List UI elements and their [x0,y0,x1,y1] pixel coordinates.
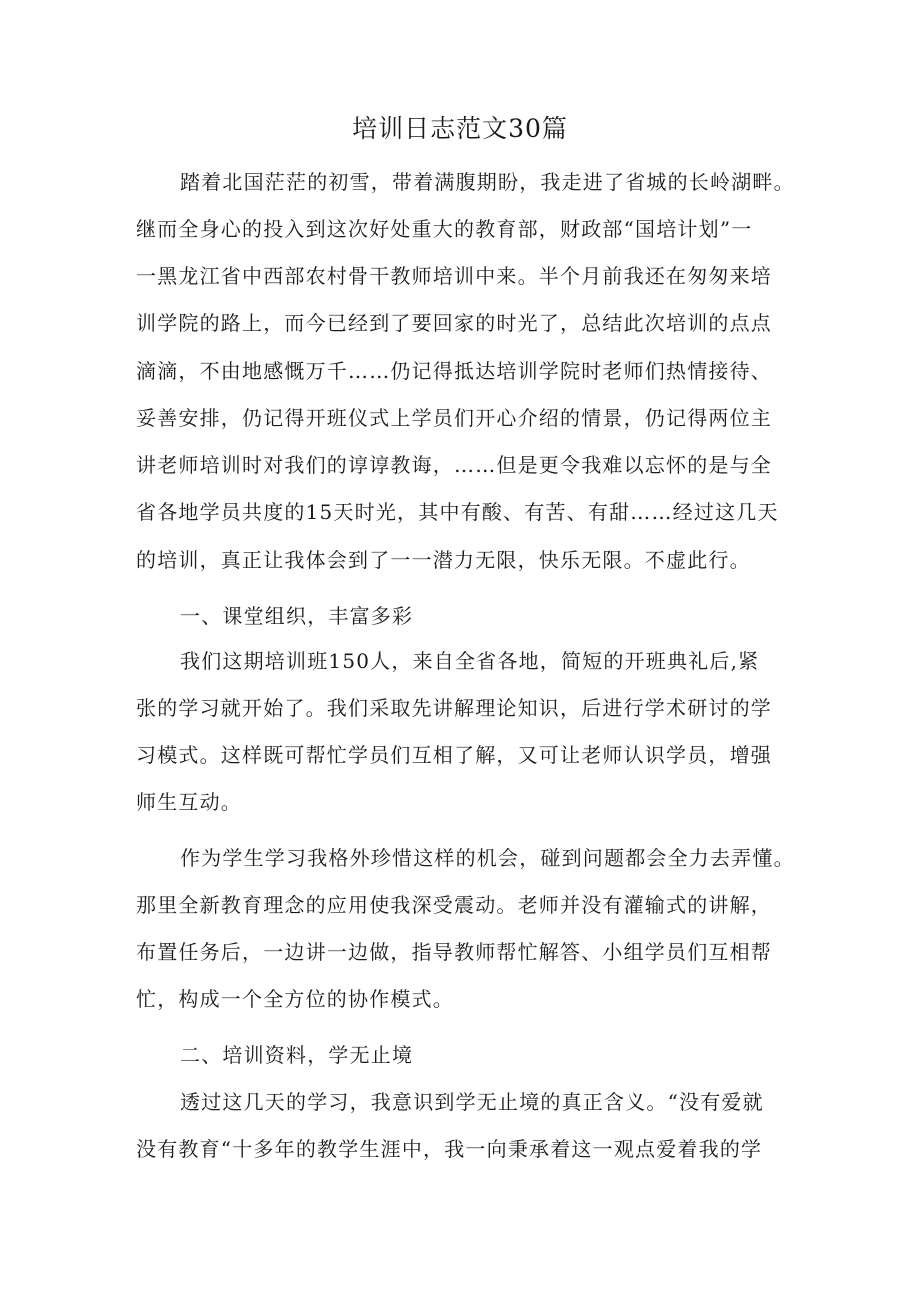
paragraph-line-17: 忙，构成一个全方位的协作模式。 [136,987,454,1011]
paragraph-line-1: 踏着北国茫茫的初雪，带着满腹期盼，我走进了省城的长岭湖畔。 [180,170,795,194]
paragraph-line-13: 师生互动。 [136,790,242,814]
paragraph-line-16: 布置任务后，一边讲一边做，指导教师帮忙解答、小组学员们互相帮 [136,940,772,964]
section-heading-1: 一、课堂组织，丰富多彩 [180,604,414,628]
paragraph-line-6: 妥善安排，仍记得开班仪式上学员们开心介绍的情景，仍记得两位主 [136,406,772,430]
section-heading-2: 二、培训资料，学无止境 [180,1043,414,1067]
paragraph-line-12: 习模式。这样既可帮忙学员们互相了解，又可让老师认识学员，增强 [136,743,772,767]
document-title: 培训日志范文30篇 [352,114,568,143]
paragraph-line-11: 张的学习就开始了。我们采取先讲解理论知识，后进行学术研讨的学 [136,696,772,720]
paragraph-line-5: 滴滴，不由地感慨万千……仍记得抵达培训学院时老师们热情接待、 [136,359,772,383]
paragraph-line-19: 没有教育“十多年的教学生涯中，我一向秉承着这一观点爱着我的学 [136,1137,763,1161]
paragraph-line-10: 我们这期培训班150人，来自全省各地，简短的开班典礼后,紧 [180,649,760,673]
paragraph-line-3: 一黑龙江省中西部农村骨干教师培训中来。半个月前我还在匆匆来培 [136,264,772,288]
paragraph-line-8: 省各地学员共度的15天时光，其中有酸、有苦、有甜……经过这几天 [136,500,779,524]
paragraph-line-4: 训学院的路上，而今已经到了要回家的时光了，总结此次培训的点点 [136,311,772,335]
paragraph-line-14: 作为学生学习我格外珍惜这样的机会，碰到问题都会全力去弄懂。 [180,846,795,870]
paragraph-line-2: 继而全身心的投入到这次好处重大的教育部，财政部“国培计划”一 [136,217,753,241]
paragraph-line-18: 透过这几天的学习，我意识到学无止境的真正含义。“没有爱就 [180,1090,764,1114]
paragraph-line-7: 讲老师培训时对我们的谆谆教诲，……但是更令我难以忘怀的是与全 [136,453,772,477]
paragraph-line-9: 的培训，真正让我体会到了一一潜力无限，快乐无限。不虚此行。 [136,548,751,572]
paragraph-line-15: 那里全新教育理念的应用使我深受震动。老师并没有灌输式的讲解， [136,893,772,917]
